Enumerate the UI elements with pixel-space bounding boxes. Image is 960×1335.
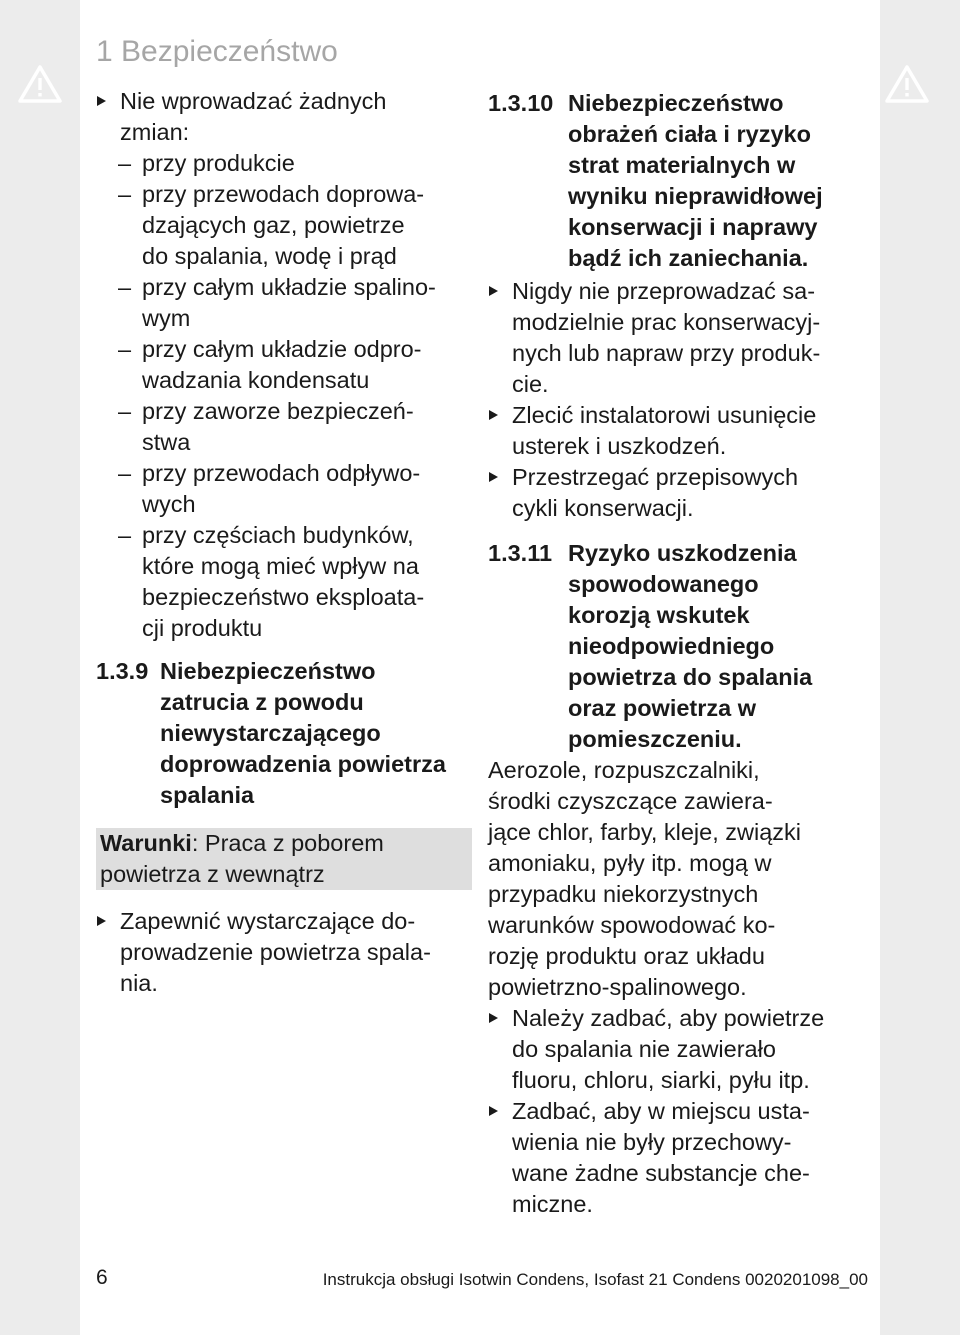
bullet-triangle-icon [97, 916, 106, 926]
condition-text: : Praca z poborem [191, 830, 384, 856]
text-line: – przy częściach budynków, [142, 522, 414, 548]
text-line: – przy przewodach doprowa- [142, 181, 425, 207]
text-line: dzających gaz, powietrze [142, 212, 405, 238]
text-line: Nigdy nie przeprowadzać sa- [512, 278, 816, 304]
bullet-triangle-icon [489, 286, 498, 296]
text-line: – przy zaworze bezpieczeń- [142, 398, 414, 424]
bullet-item [96, 906, 472, 999]
heading-line: pomieszczeniu. [568, 726, 742, 752]
text-line: Należy zadbać, aby powietrze [512, 1005, 825, 1031]
heading-line: Niebezpieczeństwo [568, 90, 784, 116]
dash-item [96, 520, 472, 644]
dash-item [96, 179, 472, 272]
text-line: stwa [142, 429, 191, 455]
text-line: wadzania kondensatu [142, 367, 370, 393]
text-line: zmian: [120, 119, 190, 145]
right-margin-band [880, 0, 960, 1335]
bullet-item [488, 462, 868, 524]
left-column [96, 86, 472, 999]
text-line: modzielnie prac konserwacyj- [512, 309, 821, 335]
text-line: nia. [120, 970, 158, 996]
text-line: wane żadne substancje che- [512, 1160, 810, 1186]
text-line: środki czyszczące zawiera- [488, 788, 773, 814]
text-line: bezpieczeństwo eksploata- [142, 584, 425, 610]
section-number: 1.3.9 [96, 658, 149, 684]
heading-line: zatrucia z powodu [160, 689, 364, 715]
heading-line: niewystarczającego [160, 720, 381, 746]
text-line: amoniaku, pyły itp. mogą w [488, 850, 772, 876]
text-line: miczne. [512, 1191, 593, 1217]
text-line: – przy całym układzie odpro- [142, 336, 422, 362]
dash-item [96, 396, 472, 458]
heading-line: spowodowanego [568, 571, 759, 597]
heading-line: spalania [160, 782, 255, 808]
heading-line: korozją wskutek [568, 602, 750, 628]
document-info: Instrukcja obsługi Isotwin Condens, Isofast 21 Condens 0020201098_00 [322, 1270, 868, 1289]
text-line: Aerozole, rozpuszczalniki, [488, 757, 760, 783]
text-line: wym [142, 305, 191, 331]
dash-item [96, 334, 472, 396]
heading-line: bądź ich zaniechania. [568, 245, 809, 271]
dash-item [96, 148, 472, 179]
text-line: – przy przewodach odpływo- [142, 460, 421, 486]
section-number: 1.3.11 [488, 540, 553, 566]
chapter-title: 1 Bezpieczeństwo [96, 35, 338, 68]
page-number: 6 [96, 1266, 108, 1289]
text-line: wych [142, 491, 196, 517]
heading-line: strat materialnych w [568, 152, 796, 178]
page-footer [96, 1268, 868, 1292]
bullet-item [488, 276, 868, 400]
text-line: fluoru, chloru, siarki, pyłu itp. [512, 1067, 810, 1093]
text-line: które mogą mieć wpływ na [142, 553, 419, 579]
bullet-triangle-icon [489, 472, 498, 482]
text-line: powietrzno-spalinowego. [488, 974, 747, 1000]
heading-line: doprowadzenia powietrza [160, 751, 446, 777]
text-line: Zlecić instalatorowi usunięcie [512, 402, 817, 428]
warning-triangle-icon [17, 64, 63, 104]
bullet-item [488, 1003, 868, 1096]
text-line: cie. [512, 371, 549, 397]
bullet-item [488, 1096, 868, 1220]
bullet-item [488, 400, 868, 462]
bullet-triangle-icon [97, 96, 106, 106]
text-line: Przestrzegać przepisowych [512, 464, 799, 490]
heading-line: Niebezpieczeństwo [160, 658, 376, 684]
dash-item [96, 458, 472, 520]
text-line: prowadzenie powietrza spala- [120, 939, 431, 965]
text-line: Nie wprowadzać żadnych [120, 88, 387, 114]
bullet-triangle-icon [489, 1106, 498, 1116]
condition-box [96, 828, 472, 890]
text-line: do spalania nie zawierało [512, 1036, 776, 1062]
section-heading [488, 88, 868, 274]
text-line: cykli konserwacji. [512, 495, 694, 521]
warning-triangle-icon [884, 64, 930, 104]
dash-item [96, 272, 472, 334]
left-margin-band [0, 0, 80, 1335]
text-line: nych lub napraw przy produk- [512, 340, 821, 366]
heading-line: Ryzyko uszkodzenia [568, 540, 797, 566]
text-line: – przy produkcie [142, 150, 295, 176]
text-line: warunków spowodować ko- [488, 912, 776, 938]
text-line: usterek i uszkodzeń. [512, 433, 727, 459]
heading-line: wyniku nieprawidłowej [568, 183, 823, 209]
bullet-item [96, 86, 472, 148]
condition-text: powietrza z wewnątrz [100, 861, 325, 887]
heading-line: nieodpowiedniego [568, 633, 775, 659]
text-line: do spalania, wodę i prąd [142, 243, 397, 269]
text-line: jące chlor, farby, kleje, związki [488, 819, 802, 845]
section-heading [96, 656, 472, 811]
heading-line: powietrza do spalania [568, 664, 813, 690]
text-line: przypadku niekorzystnych [488, 881, 759, 907]
text-line: wienia nie były przechowy- [512, 1129, 792, 1155]
text-line: rozję produktu oraz układu [488, 943, 765, 969]
text-line: Zapewnić wystarczające do- [120, 908, 416, 934]
heading-line: obrażeń ciała i ryzyko [568, 121, 811, 147]
bullet-triangle-icon [489, 1013, 498, 1023]
right-column [488, 86, 868, 1220]
section-heading [488, 538, 868, 755]
text-line: cji produktu [142, 615, 263, 641]
text-line: – przy całym układzie spalino- [142, 274, 436, 300]
text-line: Zadbać, aby w miejscu usta- [512, 1098, 810, 1124]
bullet-triangle-icon [489, 410, 498, 420]
heading-line: oraz powietrza w [568, 695, 757, 721]
condition-label: Warunki [100, 830, 192, 856]
paragraph [488, 755, 868, 1003]
section-number: 1.3.10 [488, 90, 554, 116]
heading-line: konserwacji i naprawy [568, 214, 818, 240]
